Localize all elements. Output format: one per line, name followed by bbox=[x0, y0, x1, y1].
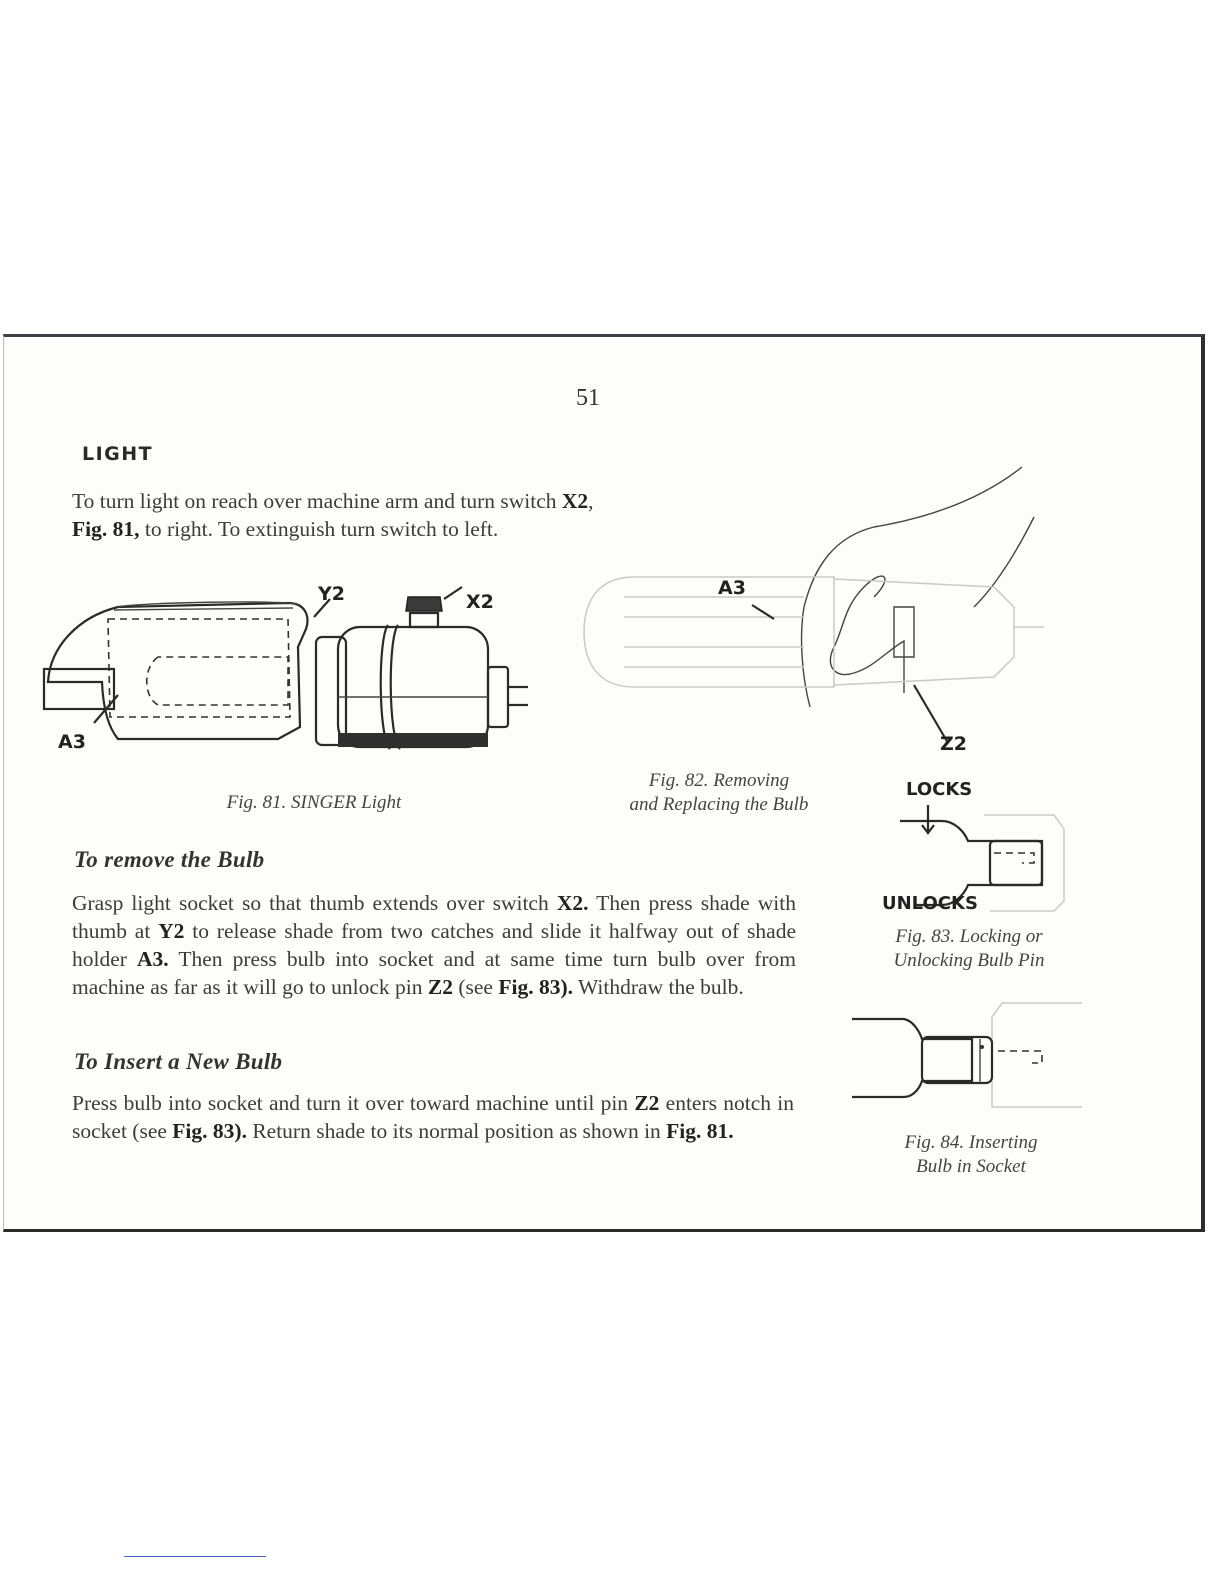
remove-text-2: Then press shade with thumb at bbox=[72, 891, 796, 943]
bulb-dashed-outline bbox=[108, 619, 290, 717]
label-a3-fig81: A3 bbox=[58, 731, 86, 753]
remove-bold-5: Fig. 83). bbox=[498, 975, 573, 999]
hand-outline-top bbox=[804, 467, 1022, 607]
shade-rim bbox=[114, 608, 293, 610]
fig84-caption-line1: Fig. 84. Inserting bbox=[904, 1132, 1038, 1153]
remove-text-4: Then press bulb into socket and at same time turn bulb over from machine as far as it will go to unlock pin bbox=[72, 947, 796, 999]
fig83-illustration bbox=[894, 801, 1084, 901]
shade-outline bbox=[48, 603, 307, 739]
insert-text-2: enters notch in socket (see bbox=[72, 1091, 794, 1143]
label-x2: X2 bbox=[466, 591, 494, 613]
socket-band-1 bbox=[381, 625, 390, 749]
insert-bulb-heading: To Insert a New Bulb bbox=[74, 1049, 283, 1074]
fig82-caption-line2: and Replacing the Bulb bbox=[629, 794, 809, 815]
socket-collar bbox=[316, 637, 346, 745]
remove-bold-3: A3. bbox=[137, 947, 169, 971]
socket-body bbox=[338, 627, 488, 747]
intro-text-3: to right. To extinguish turn switch to left. bbox=[139, 517, 499, 541]
fig83-caption bbox=[864, 925, 1074, 973]
fig84-caption-line2: Bulb in Socket bbox=[916, 1156, 1026, 1177]
x2-arrow bbox=[444, 587, 462, 599]
remove-bold-1: X2. bbox=[556, 891, 589, 915]
label-y2: Y2 bbox=[318, 583, 345, 605]
intro-bold-1: X2 bbox=[561, 489, 589, 513]
hand-fingers bbox=[830, 576, 904, 693]
pin-slot-84 bbox=[998, 1051, 1042, 1063]
switch-stem bbox=[410, 613, 438, 627]
fig83-caption-line1: Fig. 83. Locking or bbox=[895, 926, 1043, 947]
pin-slot-dashed bbox=[994, 853, 1034, 863]
remove-text-1: Grasp light socket so that thumb extends over switch bbox=[72, 891, 557, 915]
intro-text-2: , bbox=[588, 489, 594, 513]
insert-bold-3: Fig. 81. bbox=[666, 1119, 734, 1143]
socket-base-band bbox=[338, 733, 488, 747]
remove-bold-2: Y2 bbox=[158, 919, 185, 943]
fig84-caption bbox=[866, 1131, 1076, 1179]
manual-page bbox=[3, 334, 1205, 1232]
remove-text-6: Withdraw the bulb. bbox=[573, 975, 744, 999]
label-unlocks: UNLOCKS bbox=[882, 893, 978, 914]
bulb-filament-lines bbox=[624, 597, 804, 667]
switch-knob-x2 bbox=[406, 597, 442, 611]
insert-bulb-paragraph bbox=[72, 1089, 794, 1145]
insert-bold-1: Z2 bbox=[634, 1091, 660, 1115]
label-z2: Z2 bbox=[940, 733, 967, 755]
footer-rule bbox=[124, 1556, 266, 1557]
bulb-inner-dashed bbox=[147, 657, 288, 705]
socket-end-cap bbox=[488, 667, 508, 727]
hand-thumb bbox=[802, 607, 810, 707]
insert-text-1: Press bulb into socket and turn it over toward machine until pin bbox=[72, 1091, 635, 1115]
label-locks: LOCKS bbox=[906, 779, 973, 800]
fig82-illustration bbox=[574, 457, 1054, 747]
fig81-illustration bbox=[38, 577, 538, 767]
fig82-caption-line1: Fig. 82. Removing bbox=[648, 770, 790, 791]
remove-text-3: to release shade from two catches and slide it halfway out of shade holder bbox=[72, 919, 796, 971]
intro-bold-2: Fig. 81, bbox=[72, 517, 140, 541]
socket-band-2 bbox=[391, 625, 400, 749]
insert-text-3: Return shade to its normal position as shown in bbox=[246, 1119, 667, 1143]
socket-outline-faint bbox=[834, 579, 1014, 685]
remove-bulb-paragraph bbox=[72, 889, 796, 1001]
power-cord bbox=[508, 687, 528, 705]
pin-dot-84 bbox=[980, 1045, 984, 1049]
fig84-illustration bbox=[852, 997, 1092, 1117]
remove-bold-4: Z2 bbox=[427, 975, 453, 999]
bulb-outline-84 bbox=[852, 1019, 972, 1097]
hand-outline-right bbox=[974, 517, 1034, 607]
insert-bold-2: Fig. 83). bbox=[172, 1119, 247, 1143]
section-title: LIGHT bbox=[82, 443, 154, 465]
page-number: 51 bbox=[576, 385, 600, 411]
fig81-caption: Fig. 81. SINGER Light bbox=[226, 792, 402, 813]
socket-faint-84 bbox=[992, 1003, 1082, 1107]
intro-text-1: To turn light on reach over machine arm and turn switch bbox=[72, 489, 562, 513]
remove-text-5: (see bbox=[452, 975, 499, 999]
fig83-caption-line2: Unlocking Bulb Pin bbox=[893, 950, 1045, 971]
bulb-base-84 bbox=[922, 1037, 992, 1083]
fig82-caption bbox=[584, 769, 854, 817]
bulb-envelope bbox=[584, 577, 834, 687]
remove-bulb-heading: To remove the Bulb bbox=[74, 847, 265, 872]
label-a3-fig82: A3 bbox=[718, 577, 746, 599]
